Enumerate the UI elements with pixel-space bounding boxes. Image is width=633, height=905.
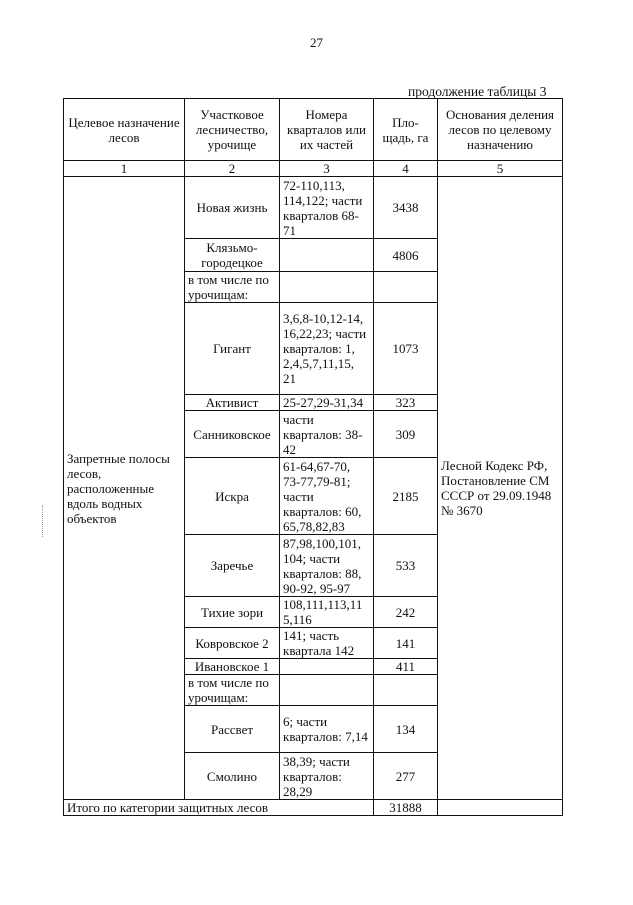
area-cell: 1073 <box>374 303 438 395</box>
quarters-cell <box>280 675 374 706</box>
area-cell: 4806 <box>374 239 438 272</box>
tract-name: Санниковское <box>185 411 280 458</box>
column-number: 4 <box>374 161 438 177</box>
forestry-name: Новая жизнь <box>185 177 280 239</box>
tract-name: Активист <box>185 395 280 411</box>
quarters-cell: 61-64,67-70, 73-77,79-81; части кварталов: 60, 65,78,82,83 <box>280 458 374 535</box>
tract-name: Рассвет <box>185 706 280 753</box>
column-number: 3 <box>280 161 374 177</box>
header-forestry: Участковое лесничество, урочище <box>185 99 280 161</box>
area-cell: 309 <box>374 411 438 458</box>
page-number: 27 <box>310 35 323 50</box>
total-row <box>64 800 563 816</box>
quarters-cell: 25-27,29-31,34 <box>280 395 374 411</box>
area-cell: 3438 <box>374 177 438 239</box>
header-quarters: Номера кварталов или их частей <box>280 99 374 161</box>
tract-name: Искра <box>185 458 280 535</box>
area-cell <box>374 675 438 706</box>
column-number-row <box>64 161 563 177</box>
area-cell: 277 <box>374 753 438 800</box>
quarters-cell: 38,39; части кварталов: 28,29 <box>280 753 374 800</box>
forestry-name: Ивановское 1 <box>185 659 280 675</box>
tract-name: Заречье <box>185 535 280 597</box>
subsection-label: в том числе по урочищам: <box>185 272 280 303</box>
quarters-cell: 87,98,100,101, 104; части кварталов: 88, 90-92, 95-97 <box>280 535 374 597</box>
area-cell: 141 <box>374 628 438 659</box>
tract-name: Смолино <box>185 753 280 800</box>
table-row <box>64 177 563 239</box>
column-number: 2 <box>185 161 280 177</box>
area-cell: 2185 <box>374 458 438 535</box>
area-cell <box>374 272 438 303</box>
quarters-cell: 6; части кварталов: 7,14 <box>280 706 374 753</box>
total-area: 31888 <box>374 800 438 816</box>
area-cell: 411 <box>374 659 438 675</box>
subsection-label: в том числе по урочищам: <box>185 675 280 706</box>
scan-artifact <box>42 505 44 537</box>
table-continuation-label: продолжение таблицы 3 <box>408 84 547 99</box>
quarters-cell: части кварталов: 38-42 <box>280 411 374 458</box>
header-row <box>64 99 563 161</box>
quarters-cell <box>280 239 374 272</box>
forestry-name: Клязьмо-городецкое <box>185 239 280 272</box>
area-cell: 242 <box>374 597 438 628</box>
column-number: 1 <box>64 161 185 177</box>
header-purpose: Целевое назначение лесов <box>64 99 185 161</box>
category-cell: Запретные полосы лесов, расположенные вдоль водных объектов <box>64 177 185 800</box>
tract-name: Гигант <box>185 303 280 395</box>
forestry-name: Ковровское 2 <box>185 628 280 659</box>
tract-name: Тихие зори <box>185 597 280 628</box>
quarters-cell: 108,111,113,11 5,116 <box>280 597 374 628</box>
quarters-cell: 141; часть квартала 142 <box>280 628 374 659</box>
quarters-cell <box>280 659 374 675</box>
area-cell: 533 <box>374 535 438 597</box>
quarters-cell: 3,6,8-10,12-14, 16,22,23; части кварталов: 1, 2,4,5,7,11,15, 21 <box>280 303 374 395</box>
header-basis: Основания деления лесов по целевому назначению <box>438 99 563 161</box>
forest-purpose-table <box>63 98 563 816</box>
basis-cell: Лесной Кодекс РФ, Постановление СМ СССР от 29.09.1948 № 3670 <box>438 177 563 800</box>
header-area: Пло-щадь, га <box>374 99 438 161</box>
area-cell: 134 <box>374 706 438 753</box>
quarters-cell <box>280 272 374 303</box>
total-basis-empty <box>438 800 563 816</box>
quarters-cell: 72-110,113, 114,122; части кварталов 68-71 <box>280 177 374 239</box>
area-cell: 323 <box>374 395 438 411</box>
column-number: 5 <box>438 161 563 177</box>
total-label: Итого по категории защитных лесов <box>64 800 374 816</box>
